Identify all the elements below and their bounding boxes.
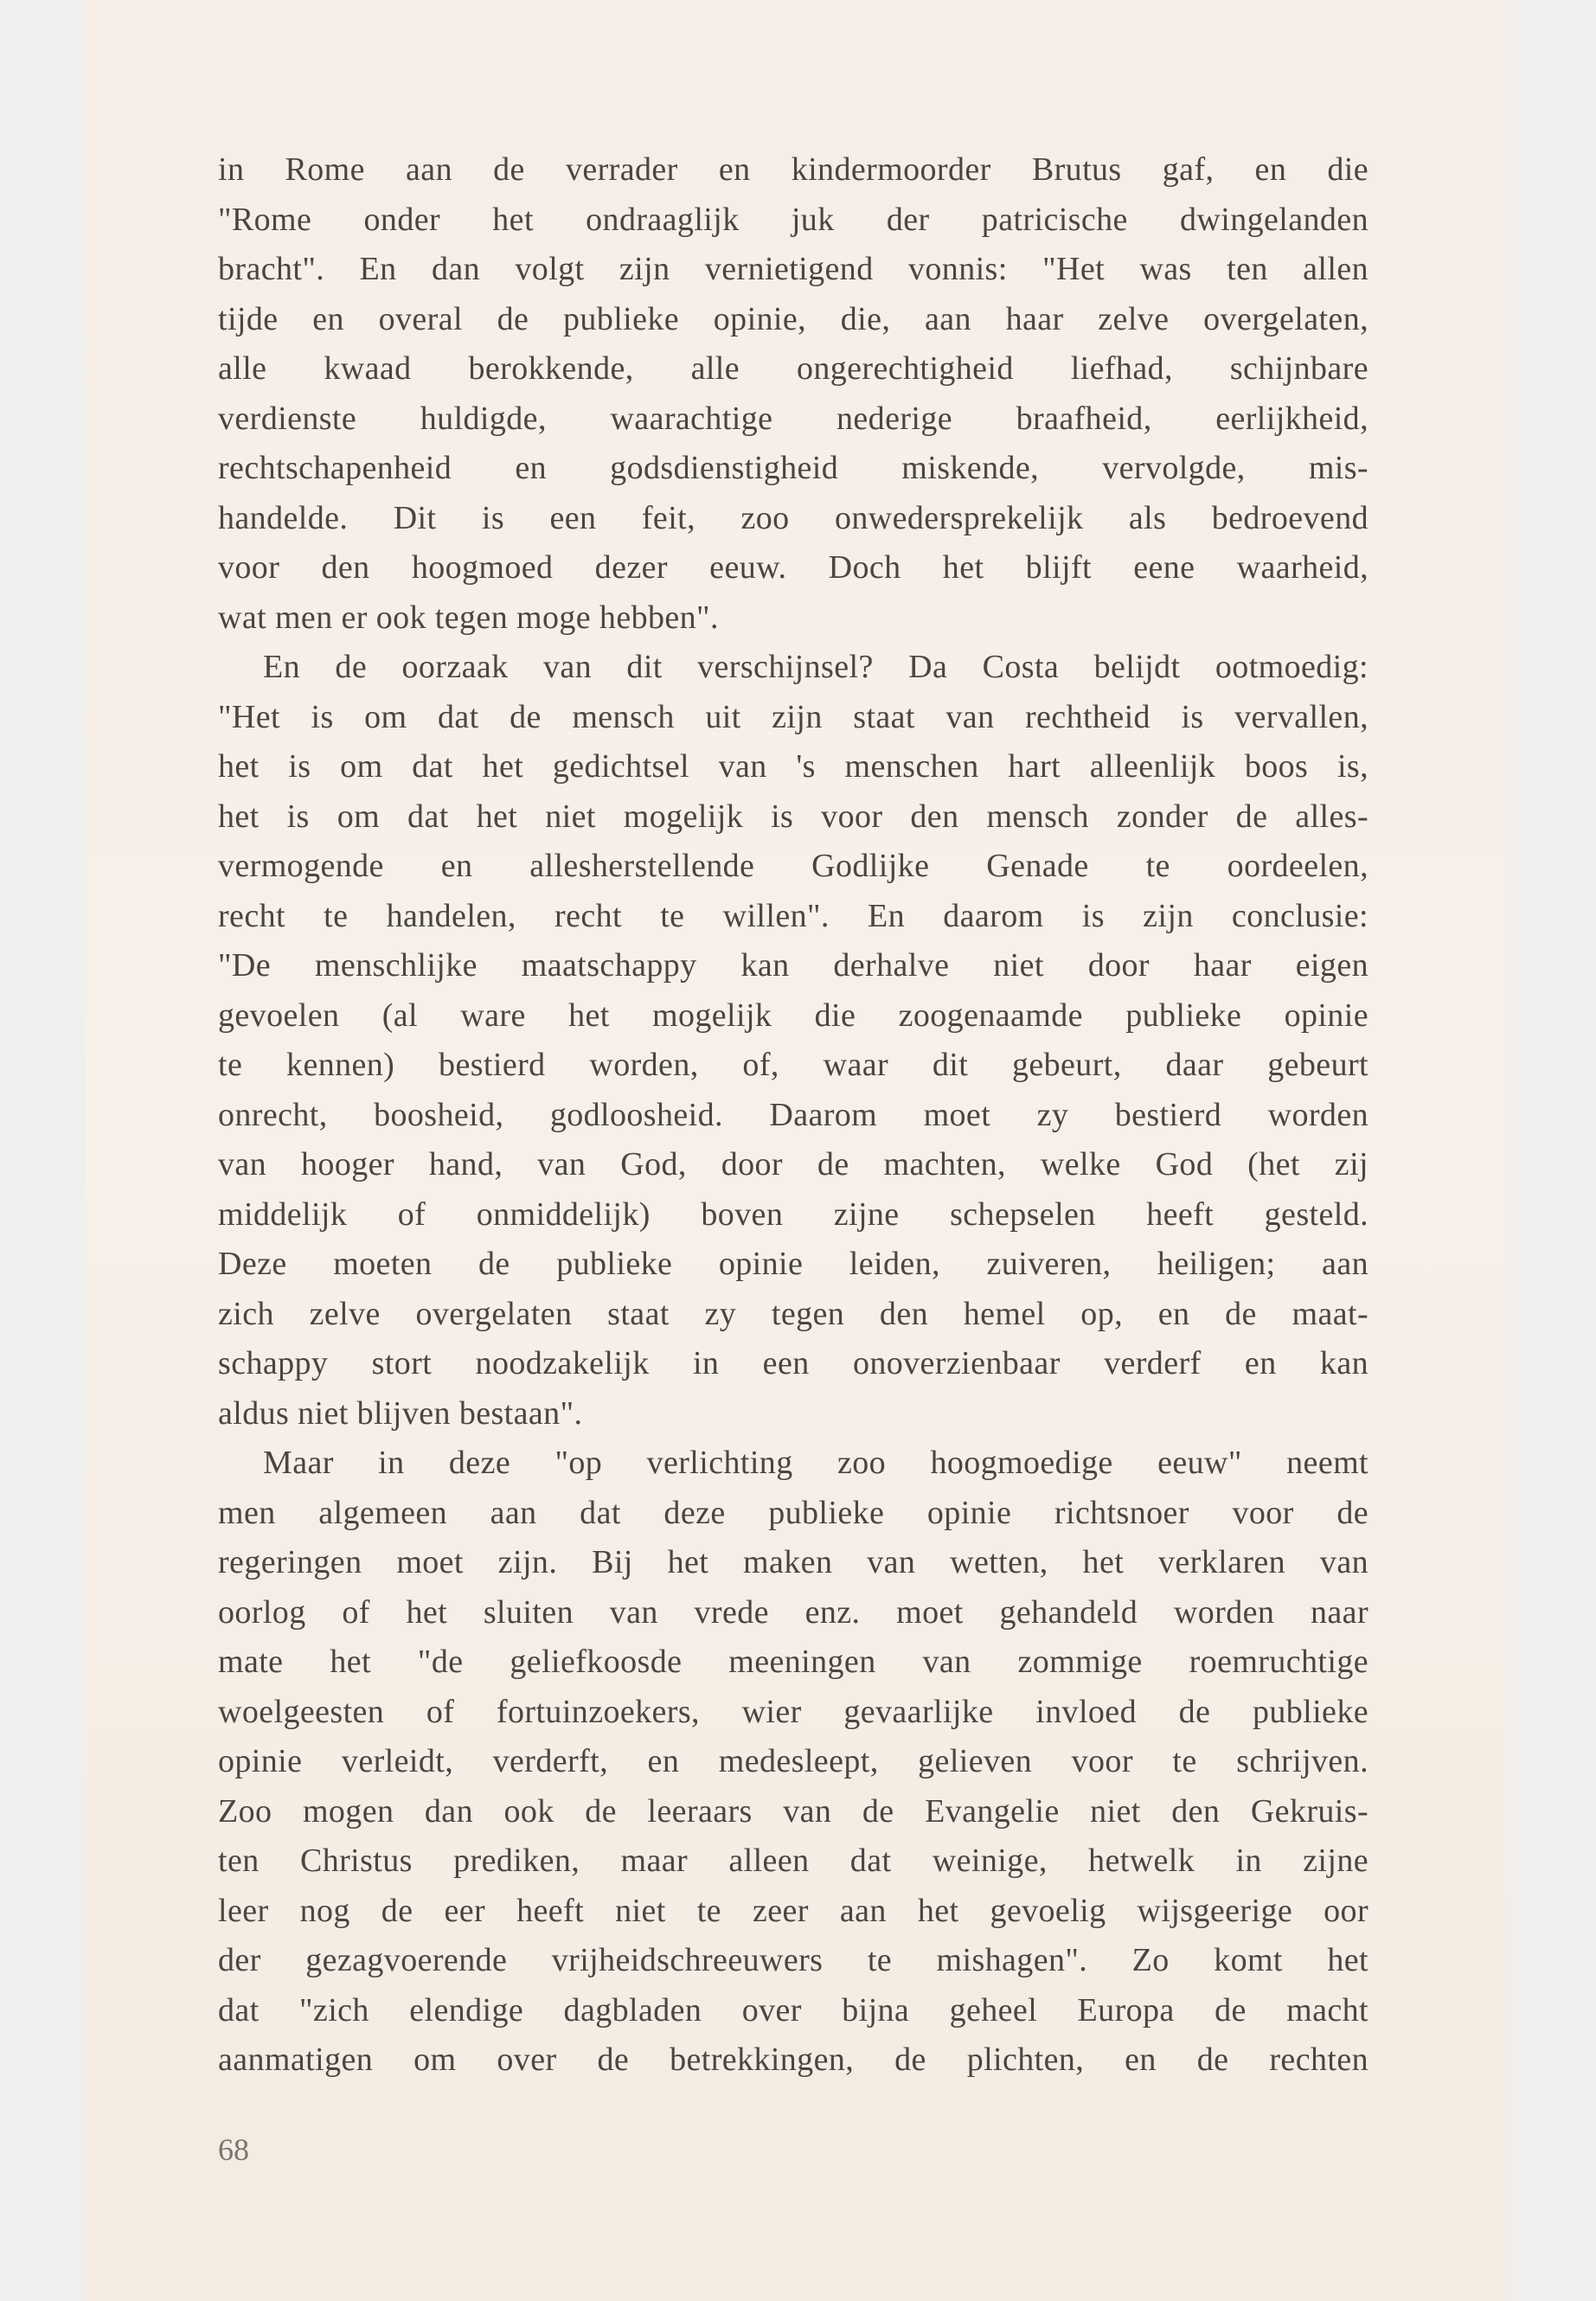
text-line: voor den hoogmoed dezer eeuw. Doch het blijft eene waarheid, [218,549,1368,586]
text-line: "De menschlijke maatschappy kan derhalve niet door haar eigen [218,947,1368,984]
text-line: handelde. Dit is een feit, zoo onwedersprekelijk als bedroevend [218,499,1368,536]
body-text [218,145,1368,2086]
text-line: Zoo mogen dan ook de leeraars van de Evangelie niet den Gekruis- [218,1792,1368,1830]
text-line: aanmatigen om over de betrekkingen, de plichten, en de rechten [218,2041,1368,2078]
text-line: oorlog of het sluiten van vrede enz. moet gehandeld worden naar [218,1593,1368,1631]
text-line: der gezagvoerende vrijheidschreeuwers te mishagen". Zo komt het [218,1942,1368,1978]
text-line: onrecht, boosheid, godloosheid. Daarom moet zy bestierd worden [218,1096,1368,1133]
text-line: rechtschapenheid en godsdienstigheid miskende, vervolgde, mis- [218,450,1368,486]
text-line: dat "zich elendige dagbladen over bijna geheel Europa de macht [218,1991,1368,2029]
text-line: leer nog de eer heeft niet te zeer aan het gevoelig wijsgeerige oor [218,1892,1368,1929]
text-line: recht te handelen, recht te willen". En daarom is zijn conclusie: [218,897,1368,934]
text-line: zich zelve overgelaten staat zy tegen den hemel op, en de maat- [218,1295,1368,1332]
paragraph-first-line: En de oorzaak van dit verschijnsel? Da Costa belijdt ootmoedig: [263,649,1368,685]
text-line: Deze moeten de publieke opinie leiden, zuiveren, heiligen; aan [218,1246,1368,1282]
text-line: mate het "de geliefkoosde meeningen van zommige roemruchtige [218,1644,1368,1680]
paragraph-first-line: Maar in deze "op verlichting zoo hoogmoedige eeuw" neemt [263,1445,1368,1481]
text-line: het is om dat het gedichtsel van 's menschen hart alleenlijk boos is, [218,748,1368,785]
text-line: gevoelen (al ware het mogelijk die zoogenaamde publieke opinie [218,997,1368,1034]
text-line: opinie verleidt, verderft, en medesleept, gelieven voor te schrijven. [218,1743,1368,1779]
book-page [87,0,1505,2301]
text-line: in Rome aan de verrader en kindermoorder Brutus gaf, en die [218,151,1368,188]
text-line: middelijk of onmiddelijk) boven zijne schepselen heeft gesteld. [218,1195,1368,1233]
text-line: van hooger hand, van God, door de machten, welke God (het zij [218,1146,1368,1183]
text-line: wat men er ook tegen moge hebben". [218,599,719,636]
text-line: "Rome onder het ondraaglijk juk der patricische dwingelanden [218,201,1368,238]
text-line: schappy stort noodzakelijk in een onoverzienbaar verderf en kan [218,1345,1368,1381]
text-line: woelgeesten of fortuinzoekers, wier gevaarlijke invloed de publieke [218,1693,1368,1730]
page-number: 68 [218,2132,249,2167]
text-line: aldus niet blijven bestaan". [218,1394,583,1432]
text-line: het is om dat het niet mogelijk is voor den mensch zonder de alles- [218,798,1368,835]
text-line: "Het is om dat de mensch uit zijn staat van rechtheid is vervallen, [218,698,1368,735]
text-line: men algemeen aan dat deze publieke opinie richtsnoer voor de [218,1494,1368,1531]
text-line: vermogende en allesherstellende Godlijke Genade te oordeelen, [218,848,1368,884]
text-line: verdienste huldigde, waarachtige nederige braafheid, eerlijkheid, [218,400,1368,437]
text-line: ten Christus prediken, maar alleen dat weinige, hetwelk in zijne [218,1843,1368,1879]
text-line: te kennen) bestierd worden, of, waar dit gebeurt, daar gebeurt [218,1047,1368,1083]
text-line: bracht". En dan volgt zijn vernietigend vonnis: "Het was ten allen [218,251,1368,287]
text-line: regeringen moet zijn. Bij het maken van wetten, het verklaren van [218,1544,1368,1580]
text-line: tijde en overal de publieke opinie, die, aan haar zelve overgelaten, [218,300,1368,337]
text-line: alle kwaad berokkende, alle ongerechtigheid liefhad, schijnbare [218,350,1368,387]
